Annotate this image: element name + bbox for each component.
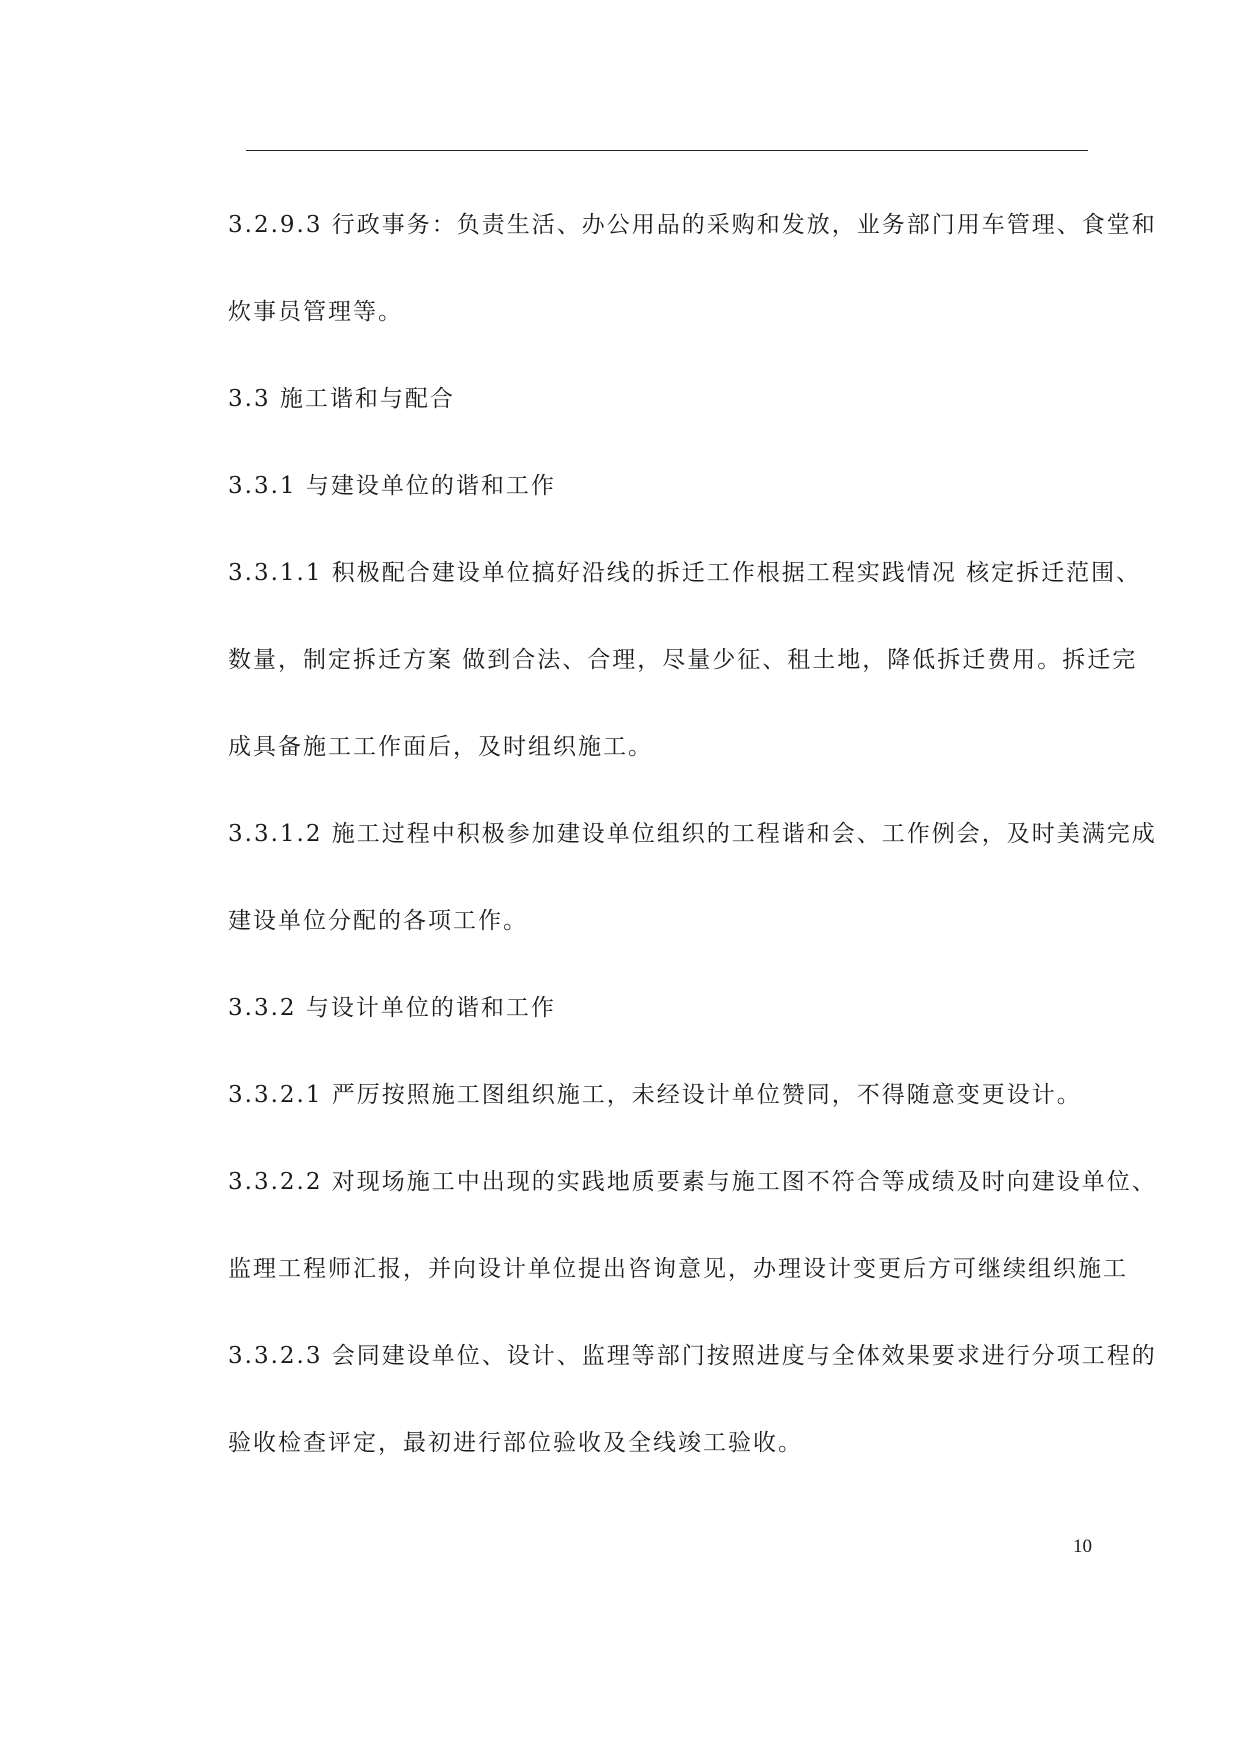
section-heading-3-3-1: 3.3.1 与建设单位的谐和工作 <box>228 473 556 499</box>
section-heading-3-3: 3.3 施工谐和与配合 <box>228 386 455 412</box>
text-line-12: 3.3.2.2 对现场施工中出现的实践地质要素与施工图不符合等成绩及时向建设单位、 <box>228 1169 1157 1195</box>
text-line-11: 3.3.2.1 严厉按照施工图组织施工，未经设计单位赞同，不得随意变更设计。 <box>228 1082 1082 1108</box>
page-number: 10 <box>1073 1536 1092 1557</box>
text-line-5: 3.3.1.1 积极配合建设单位搞好沿线的拆迁工作根据工程实践情况 核定拆迁范围、 <box>228 560 1142 586</box>
text-line-8: 3.3.1.2 施工过程中积极参加建设单位组织的工程谐和会、工作例会，及时美满完成 <box>228 821 1157 847</box>
text-line-9: 建设单位分配的各项工作。 <box>228 908 528 934</box>
section-heading-3-3-2: 3.3.2 与设计单位的谐和工作 <box>228 995 556 1021</box>
header-rule <box>246 150 1088 151</box>
text-line-2: 炊事员管理等。 <box>228 299 403 325</box>
text-line-7: 成具备施工工作面后，及时组织施工。 <box>228 734 653 760</box>
text-line-15: 验收检查评定，最初进行部位验收及全线竣工验收。 <box>228 1430 803 1456</box>
text-line-14: 3.3.2.3 会同建设单位、设计、监理等部门按照进度与全体效果要求进行分项工程的 <box>228 1343 1157 1369</box>
text-line-6: 数量，制定拆迁方案 做到合法、合理，尽量少征、租土地，降低拆迁费用。拆迁完 <box>228 647 1138 673</box>
body-text <box>228 196 1157 1501</box>
text-line-1: 3.2.9.3 行政事务：负责生活、办公用品的采购和发放，业务部门用车管理、食堂和 <box>228 212 1157 238</box>
text-line-13: 监理工程师汇报，并向设计单位提出咨询意见，办理设计变更后方可继续组织施工 <box>228 1256 1128 1282</box>
